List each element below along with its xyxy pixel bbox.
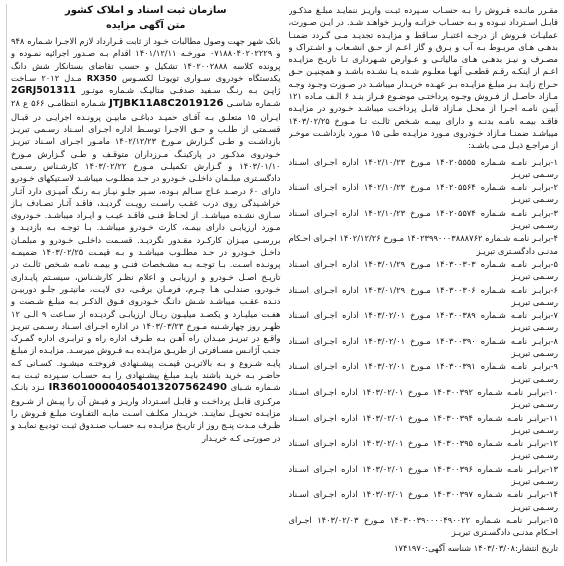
list-item: ۱۰-برابـر نامـه شـماره ۱۴۰۳۰۰۳۹۲ مـورخ ۱۴۰۳/۰۲/۰۱ اداره اجـرای اسـناد رسـمی تبریـز [288, 386, 558, 410]
right-column [6, 4, 281, 562]
publication-info: تاریخ انتشار:۱۴۰۳/۰۳/۰۸ شناسه آگهی:۱۷۴۱۹۷۰ [394, 543, 558, 554]
list-item: ۶-برابـر نامـه شـماره ۱۴۰۳۰۰۳۰۶ مـورخ ۱۴۰۳/۰۱/۲۹ اداره اجـرای اسـناد رسـمی تبریـز [288, 284, 558, 307]
list-item: ۱۱-برابـر نامـه شـماره ۱۴۰۳۰۰۳۹۴ مـورخ ۱۴۰۳/۰۲/۰۱ اداره اجـرای اسـناد رسـمی تبریـز [288, 412, 558, 435]
intro-text: بانک شهر جهت وصول مطالبات خـود از ثابت قـرارداد لازم الاجـرا شـماره ۹۴۸ و ۰۷۱۸۸۰۴۰۲۰۲۲۲۹ مورخـه ۱۴۰۱/۱۲/۱۱ اقدام بـه صـدور اجرائیه نمـوده و پرونده کلاسه ۱۴۰۲۰۰۲۸۸۸ تشکیل و حسب تقاضای بستانکار شش دانگ یکدستگاه خودروی سـواری تویوتـا لکسـوس [11, 36, 281, 83]
list-item: ۱۴-برابـر نامـه شـماره ۱۴۰۳۰۰۳۹۷ مـورخ ۱۴۰۳/۰۲/۰۱ اداره اجـرای اسـناد رسـمی تبریـز [288, 489, 558, 512]
engine-number: 2GRJ501311 [11, 85, 76, 97]
list-item: ۷-برابـر نامـه شـماره ۱۴۰۳۰۰۳۸۹ مـورخ ۱۴۰۳/۰۲/۰۱ اداره اجـرای اسـناد رسـمی تبریـز [288, 310, 558, 333]
list-item: ۵-برابـر نامـه شـماره ۱۴۰۳۰۰۳۰۳ مـورخ ۱۴۰۳/۰۱/۲۹ اداره اجـرای اسـناد رسـمی تبریـز [288, 258, 558, 282]
list-item: ۲-برابـر نامـه شـماره ۱۴۰۲۰۵۵۶۴ مـورخ ۱۴۰۲/۱۰/۲۳ اداره اجـرای اسـناد رسـمی تبریـز [288, 182, 558, 205]
body-text: شـماره انتظامـی ۵۶۶ ع ۲۸ ایـران ۱۵ متعلـق بـه آقـای حمیـد دباغـی مابیـن پرونـده اجرایـی در قبـال قسـمتی از طلـب و حـق الاجـرا توسـط اداره اجـرای اسـناد رسـمی تبریـز بازداشـت و طـی گـزارش مـورخ ۱۴۰۲/۱۲/۲۳ مامـور اجـرای اسـناد تبریـز خـودروی مذکـور در پارکینـگ مـرزداران متوقـف و طـی گـزارش مـورخ ۱۴۰۳/۰۱/۱۰ و گـزارش تکمیلـی مـورخ ۱۴۰۳/۰۲/۲۲ کارشـناس رسـمی دادگسـتری مبلـمان داخلـی خـودرو در حـد مطلـوب میباشـد لاسـتیکهای خـودرو دارای ۶۰ درصـد عـاج سـالم بـوده، سـپر جلـو نیـاز بـه رنـگ آمیـزی دارد آثـار خراشـیدگی روی درب عقـب راسـت رویـت گردیـد، فاقـد آثـار تصـادف بـاز سـازی نشـده میباشـد. از لحـاظ فنـی فاقـد عیـب و ایـراد میباشـد. خـودروی مـورد ارزیابـی دارای بیمـه، کارت خـودرو میباشـد. بـا توجـه بـه بازدیـد و بررسـی میـزان کارکـرد مقـدور نگردیـد. قسـمت داخلـی خـودرو و مبلمـان داخـل خـودرو در حـد مطلـوب میباشـد و بـه قیمـت ۱۴۰۳/۰۲/۲۵ ضمیمـه پرونـده اسـت. بـا توجـه بـه مشـخصات فنـی و بیمـه نامـه شـخص ثالـث در تاریـخ اصـل خـودرو و ارزیابـی و اعلام نظـر کارشـناس، سیسـتم پایـداری خـودرو، صندلـی هـا چـرم، فرمـان برقـی، دی لایـت، مانیتـور جلـو دوربیـن دنـده عقـب میباشـد شـش دانـگ خـودروی فـوق الذکـر بـه مبلـغ شـصت و هفـت میلیـارد و یکصـد میلیـون ریـال ارزیابـی گردیـده از سـاعت ۹ الـی ۱۲ ظهـر روز چهارشـنبه مـورخ ۱۴۰۳/۰۳/۲۳ در اداره اجـرای اسـناد رسـمی تبریـز واقـع در تبریـز میـدان راه آهـن بـه طـرف اداره راه و ترابـری اداره گمـرک جنـب آژانـس مسـافرتی از طریـق مزایـده بـه فـروش میرسـد. مزایـده از مبلـغ پایـه شـروع و بـه بالاتریـن قیمـت پیشـنهادی فروختـه میشـود. کسـانی کـه حاضـر بـه خرید باشند بایـد مبلـغ پیشـنهادی را بـه حسـاب سـپرده ثبـت بـه شـماره شـبای [11, 98, 281, 393]
list-item: ۱۳-برابـر نامـه شـماره ۱۴۰۳۰۰۳۹۶ مـورخ ۱۴۰۳/۰۲/۰۱ اداره اجـرای اسـناد رسـمی تبریـز [288, 463, 558, 486]
engine-suffix: شـماره شاسـی [226, 98, 281, 109]
list-item: ۱۵-برابـر نامـه شـماره ۱۴۰۳۰۰۳۹۰۰۰۰۴۹۰۰۲۲ مـورخ ۱۴۰۳/۰۲/۰۳ اجـرای احـکام مدنـی دادگسـتری تبریـز [288, 514, 558, 538]
intro-after-model: مـدل ۲۰۱۲ سـاخت ژاپـن بـه رنـگ سـفید صدفـی متالیـک شـماره موتـور [11, 72, 281, 96]
list-item: ۴-برابـر نامـه شـماره ۱۴۰۲۳۹۹۰۰۰۳۸۸۸۷۶۲ مـورخ ۱۴۰۲/۱۲/۲۶ اجـرای احـکام مدنـی دادگسـتری تبریـز [288, 233, 558, 256]
list-item: ۳-برابـر نامـه شـماره ۱۴۰۲۰۵۵۷۴ مـورخ ۱۴۰۲/۱۰/۲۳ اداره اجـرای اسـناد رسـمی تبریـز [288, 207, 558, 231]
org-title: سازمان ثبت اسناد و املاک کشور [64, 5, 227, 16]
list-item: ۱۲-برابـر نامـه شـماره ۱۴۰۳۰۰۳۹۵ مـورخ ۱۴۰۳/۰۲/۰۱ اداره اجـرای اسـناد رسـمی تبریـز [288, 438, 558, 461]
tail-text: نـزد بانـک مرکـزی قابـل پرداخـت و قابـل اسـترداد واریـز و فیـش آن را پیـش از شـروع مزایـده تحویـل نماینـد. خریـدار مکلـف اسـت مابـه التفـاوت مبلـغ فـروش را ظـرف مـدت پنـج روز از تاریـخ مزایـده بـه حسـاب صنـدوق ثبـت تودیـع نمایـد و در صورتـی کـه خریـدار [11, 382, 281, 443]
account-number: IR360100004054013207562490 [48, 382, 227, 394]
list-item: ۱-برابـر نامـه شـماره ۱۴۰۲۰۵۵۵۵ مـورخ ۱۴۰۲/۱۰/۲۳ اداره اجـرای اسـناد رسـمی تبریـز [288, 156, 558, 179]
list-item: ۹-برابـر نامـه شـماره ۱۴۰۳۰۰۳۹۱ مـورخ ۱۴۰۳/۰۲/۰۱ اداره اجـرای اسـناد رسـمی تبریـز [288, 361, 558, 384]
list-item: ۸-برابـر نامـه شـماره ۱۴۰۳۰۰۳۹۰ مـورخ ۱۴۰۳/۰۲/۰۱ اداره اجـرای اسـناد رسـمی تبریـز [288, 335, 558, 359]
car-model: RX350 [86, 72, 117, 83]
seizure-list [289, 156, 559, 539]
notice-body-right [11, 35, 281, 444]
left-intro: مقـرر مانـده فـروش را بـه حسـاب سـپرده ثبـت واریـز ننمایـد مبلـغ مذکـور قابـل اسـترداد نبـوده و بـه حسـاب خزانـه واریـز خواهـد شـد. در ایـن صـورت، عملیـات فـروش از درجـه اعتبـار سـاقط و مزایـده تجدیـد مـی گـردد ضمنـا بدهـی هـای مربـوط بـه آب و بـرق و گاز اعـم از حـق انشـعاب و اشـتراک و مصـرف و نیـز بدهـی هـای مالیاتـی و عـوارض شـهرداری تـا تاریـخ مزایـده اعـم از اینکـه رقـم قطعـی آنهـا معلـوم شـده یـا نشـده باشـد و همچنیـن حـق حـراج زایـد بـر مبلـغ مزایـده بـر عهـده خریـدار میباشـد در صـورت وجـود وجـه مـازاد حاصـل از فـروش وجـوه پرداختـی موضـوع فـراز بنـد ۶ الـف مـاده ۱۲۱ آییـن نامـه اجـرا از محـل مـازاد قابـل پرداخـت میباشـد خـودرو در مزایـده فاقـد بیمـه نامـه بدنـه و دارای بیمـه شـخص ثالـث تـا مـورخ ۱۴۰۳/۰۲/۲۵ میباشـد ضمنـا مـازاد خـودروی مـورد مزایـده طـی ۱۵ مـورد بازداشـت موخـر از مراجـع ذیـل مـی باشـد: [288, 5, 558, 151]
chassis-number: JTJBK11A8C2019126 [109, 98, 224, 110]
left-column [289, 4, 559, 562]
notice-subtitle: متن آگهی مزایده [106, 20, 186, 31]
